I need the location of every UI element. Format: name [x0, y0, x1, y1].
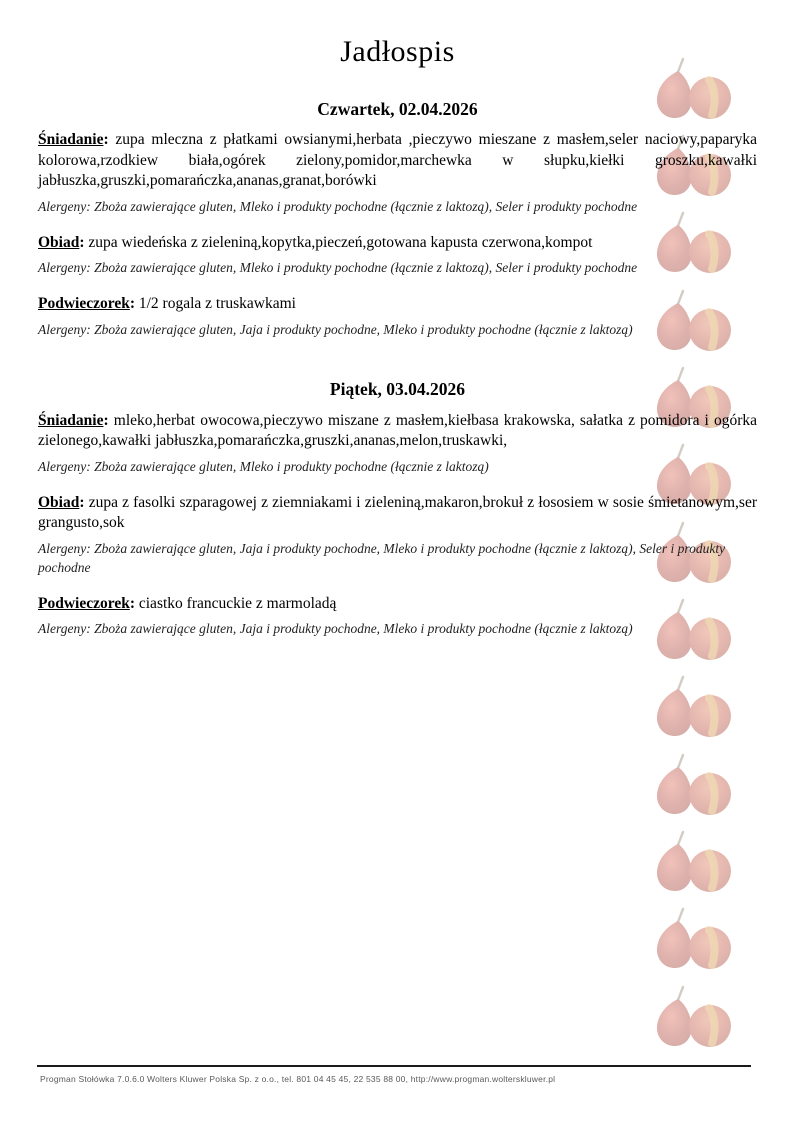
meal-text: 1/2 rogala z truskawkami: [138, 295, 296, 312]
meal-row-sniadanie: [38, 411, 757, 452]
allergens-line: Alergeny: Zboża zawierające gluten, Mleko i produkty pochodne (łącznie z laktozą), Seler i produkty pochodne: [38, 198, 638, 214]
meal-label: Śniadanie: [38, 411, 104, 429]
meal-label: Podwieczorek: [38, 295, 130, 312]
meal-row-obiad: [38, 233, 757, 254]
page-title: Jadłospis: [340, 35, 455, 68]
meal-row-sniadanie: [38, 130, 757, 192]
meal-text: mleko,herbat owocowa,pieczywo miszane z masłem,kiełbasa krakowska, sałatka z pomidora i ogórka zielonego,kawałki jabłuszka,pomarańczka,gruszki,ananas,melon,truskawki,: [38, 411, 757, 449]
meal-colon: :: [103, 131, 109, 148]
meal-colon: :: [79, 493, 85, 511]
meal-row-podwieczorek: [38, 294, 757, 315]
day-section-czwartek: [38, 99, 757, 339]
allergens-line: Alergeny: Zboża zawierające gluten, Jaja i produkty pochodne, Mleko i produkty pochodne (łącznie z laktozą), Seler i produkty pochodne: [38, 540, 726, 575]
allergens-line: Alergeny: Zboża zawierające gluten, Jaja i produkty pochodne, Mleko i produkty pochodne (łącznie z laktozą): [38, 621, 633, 636]
meal-colon: :: [79, 233, 85, 251]
allergens-line: Alergeny: Zboża zawierające gluten, Mleko i produkty pochodne (łącznie z laktozą): [38, 458, 489, 474]
meal-label: Obiad: [38, 493, 80, 511]
meal-row-podwieczorek: [38, 594, 757, 615]
pear-apple-icon: [657, 987, 731, 1047]
meal-colon: :: [129, 295, 135, 312]
meal-text: zupa mleczna z płatkami owsianymi,herbata ,pieczywo mieszane z masłem,seler naciowy,paparyka kolorowa,rzodkiew biała,ogórek zielony,pomidor,marchewka w słupku,kiełki groszku,kawałki jabłuszka,gruszki,pomarańczka,ananas,granat,borówki: [38, 131, 757, 189]
menu-content: [0, 34, 794, 638]
pear-apple-icon: [657, 755, 731, 815]
meal-text: zupa wiedeńska z zieleniną,kopytka,pieczeń,gotowana kapusta czerwona,kompot: [88, 233, 593, 251]
allergens-line: Alergeny: Zboża zawierające gluten, Jaja i produkty pochodne, Mleko i produkty pochodne (łącznie z laktozą): [38, 321, 633, 337]
meal-text: ciastko francuckie z marmoladą: [138, 594, 337, 612]
day-heading: Czwartek, 02.04.2026: [317, 99, 478, 119]
meal-colon: :: [103, 411, 109, 429]
meal-label: Obiad: [38, 233, 80, 251]
allergens-line: Alergeny: Zboża zawierające gluten, Mleko i produkty pochodne (łącznie z laktozą), Seler i produkty pochodne: [38, 260, 638, 275]
pear-apple-icon: [657, 832, 731, 892]
day-heading: Piątek, 03.04.2026: [329, 378, 466, 399]
meal-label: Śniadanie: [38, 131, 104, 148]
footer-text: Progman Stołówka 7.0.6.0 Wolters Kluwer Polska Sp. z o.o., tel. 801 04 45 45, 22 535 88 00, http://www.progman.wolterskluwer.pl: [40, 1074, 556, 1084]
footer-divider: [37, 1065, 751, 1067]
meal-row-obiad: [38, 493, 757, 534]
meal-colon: :: [129, 594, 135, 612]
meal-label: Podwieczorek: [38, 594, 130, 612]
pear-apple-icon: [657, 909, 731, 969]
day-section-piatek: [38, 379, 757, 639]
meal-text: zupa z fasolki szparagowej z ziemniakami i zieleniną,makaron,brokuł z łososiem w sosie śmietanowym,ser grangusto,sok: [38, 493, 757, 531]
pear-apple-icon: [657, 677, 731, 737]
